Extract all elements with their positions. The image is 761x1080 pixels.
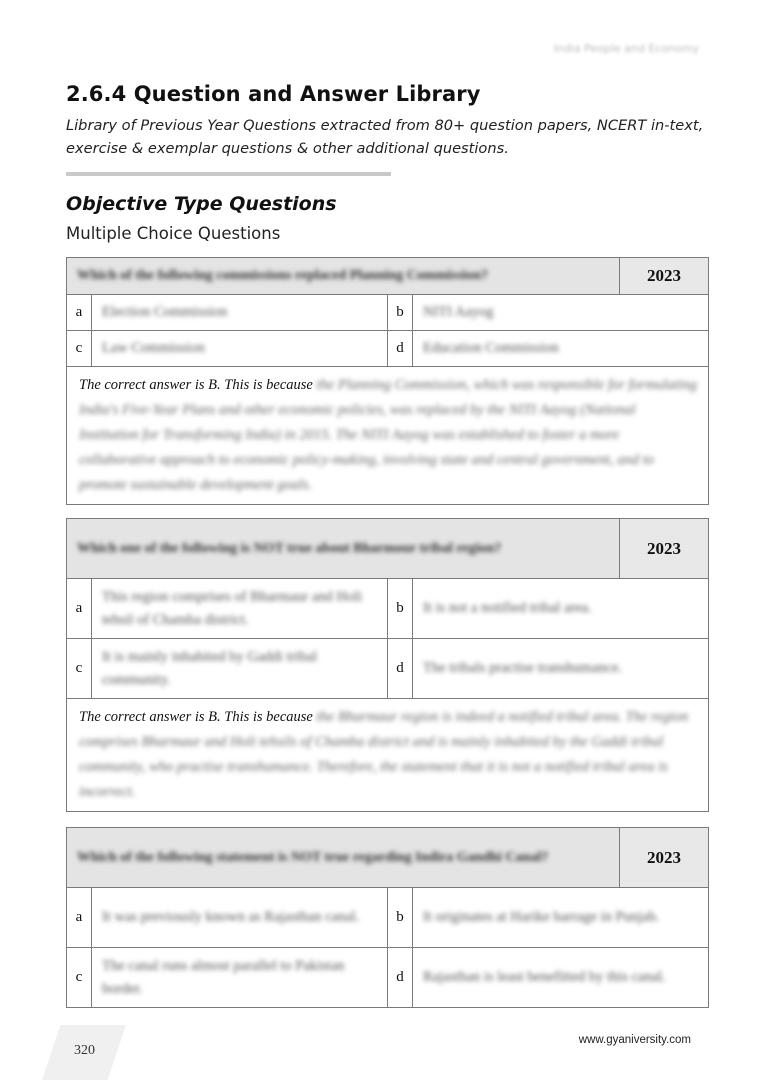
option-b [387, 888, 708, 947]
answer-lead: The correct answer is B. This is because [79, 709, 313, 725]
option-letter: c [67, 948, 92, 1007]
option-text: It was previously known as Rajasthan canal. [102, 909, 360, 925]
option-letter: b [388, 888, 413, 947]
answer-body: the Planning Commission, which was responsible for formulating India's Five-Year Plans and other economic policies, was replaced by the NITI Aayog (National Institution for Transforming India) in 2015. The NITI Aayog was established to foster a more collaborative approach to economic policy-making, involving state and central government, and to promote sustainable development goals. [79, 377, 698, 493]
option-c [67, 331, 387, 366]
option-c [67, 639, 387, 698]
website-link[interactable]: www.gyaniversity.com [578, 1034, 691, 1046]
option-text: It originates at Harike barrage in Punjab. [423, 909, 660, 925]
option-text: NITI Aayog [423, 304, 494, 320]
objective-heading: Objective Type Questions [66, 193, 337, 215]
question-year: 2023 [619, 828, 708, 887]
option-a [67, 579, 387, 638]
option-text: Election Commission [102, 304, 228, 320]
option-text: The tribals practise transhumance. [423, 660, 622, 676]
option-letter: a [67, 579, 92, 638]
option-text: Rajasthan is least benefitted by this canal. [423, 969, 666, 985]
option-letter: a [67, 888, 92, 947]
section-rule [66, 172, 391, 176]
option-letter: d [388, 639, 413, 698]
question-text: Which one of the following is NOT true about Bharmour tribal region? [77, 540, 502, 556]
question-year: 2023 [619, 258, 708, 294]
option-text: Law Commission [102, 340, 205, 356]
intro-text: Library of Previous Year Questions extracted from 80+ question papers, NCERT in-text, exercise & exemplar questions & other additional questions. [66, 117, 704, 157]
mcq-label: Multiple Choice Questions [66, 224, 281, 243]
question-block-2 [66, 518, 709, 812]
running-head: India People and Economy [553, 42, 699, 55]
answer-lead: The correct answer is B. This is because [79, 377, 313, 393]
option-a [67, 888, 387, 947]
answer-body: the Bharmaur region is indeed a notified tribal area. The region comprises Bharmaur and Holi tehsils of Chamba district and is mainly inhabited by the Gaddi tribal community, who practise transhumance. Therefore, the statement that it is not a notified tribal area is incorrect. [79, 709, 689, 800]
option-letter: d [388, 331, 413, 366]
question-header [67, 828, 708, 888]
question-header [67, 519, 708, 579]
option-letter: c [67, 639, 92, 698]
option-a [67, 295, 387, 330]
option-text: This region comprises of Bharmaur and Holi tehsil of Chamba district. [102, 588, 363, 628]
option-b [387, 579, 708, 638]
options-row [67, 331, 708, 367]
question-year: 2023 [619, 519, 708, 578]
question-block-1 [66, 257, 709, 505]
section-heading: 2.6.4 Question and Answer Library [66, 82, 481, 106]
option-d [387, 331, 708, 366]
option-d [387, 948, 708, 1007]
option-letter: d [388, 948, 413, 1007]
option-text: Education Commission [423, 340, 559, 356]
options-row [67, 888, 708, 948]
options-row [67, 579, 708, 639]
options-row [67, 295, 708, 331]
option-letter: a [67, 295, 92, 330]
option-letter: c [67, 331, 92, 366]
option-c [67, 948, 387, 1007]
option-text: It is mainly inhabited by Gaddi tribal community. [102, 648, 318, 688]
option-text: The canal runs almost parallel to Pakistan border. [102, 957, 345, 997]
option-letter: b [388, 579, 413, 638]
question-block-3 [66, 827, 709, 1008]
option-d [387, 639, 708, 698]
option-text: It is not a notified tribal area. [423, 600, 592, 616]
answer-explanation [67, 699, 708, 811]
question-text: Which of the following commissions replaced Planning Commission? [77, 268, 488, 283]
page-number: 320 [74, 1043, 95, 1058]
option-letter: b [388, 295, 413, 330]
option-b [387, 295, 708, 330]
options-row [67, 639, 708, 699]
answer-explanation [67, 367, 708, 504]
options-row [67, 948, 708, 1007]
question-header [67, 258, 708, 295]
question-text: Which of the following statement is NOT true regarding Indira Gandhi Canal? [77, 849, 549, 865]
